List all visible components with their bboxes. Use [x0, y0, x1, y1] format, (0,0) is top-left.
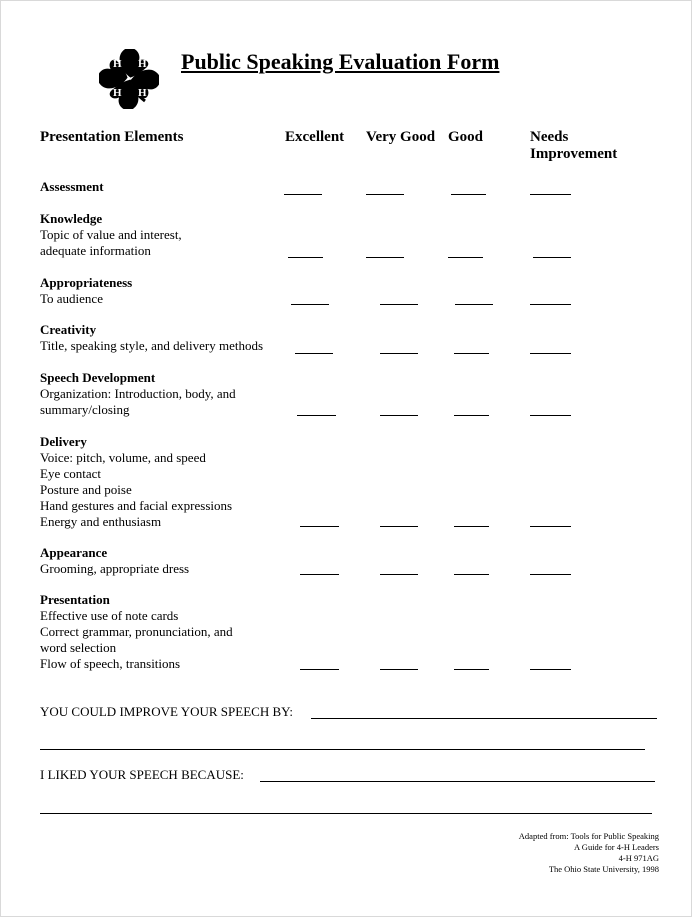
- delivery-very-good-blank[interactable]: [380, 526, 418, 527]
- liked-speech-line-2[interactable]: [40, 813, 652, 814]
- element-appropriateness: Appropriateness To audience: [40, 275, 133, 306]
- delivery-needs-improvement-blank[interactable]: [530, 526, 571, 527]
- delivery-good-blank[interactable]: [454, 526, 489, 527]
- knowledge-needs-improvement-blank[interactable]: [533, 257, 571, 258]
- knowledge-excellent-blank[interactable]: [288, 257, 323, 258]
- good-column-header: Good: [448, 129, 484, 145]
- svg-text:H: H: [113, 87, 122, 99]
- form-title: Public Speaking Evaluation Form: [181, 49, 500, 74]
- speech-development-good-blank[interactable]: [454, 415, 489, 416]
- creativity-needs-improvement-blank[interactable]: [530, 353, 571, 354]
- element-creativity: Creativity Title, speaking style, and delivery methods: [40, 322, 264, 353]
- presentation-good-blank[interactable]: [454, 669, 489, 670]
- assessment-good-blank[interactable]: [451, 194, 486, 195]
- elements-column-header: Presentation Elements: [40, 129, 184, 145]
- knowledge-good-blank[interactable]: [448, 257, 483, 258]
- svg-text:H: H: [113, 58, 122, 70]
- appearance-very-good-blank[interactable]: [380, 574, 418, 575]
- presentation-needs-improvement-blank[interactable]: [530, 669, 571, 670]
- element-appearance: Appearance Grooming, appropriate dress: [40, 545, 190, 576]
- element-delivery: Delivery Voice: pitch, volume, and speed Eye contact Posture and poise Hand gestures and facial expressions Energy and enthusiasm: [40, 434, 233, 529]
- very-good-column-header: Very Good: [366, 129, 436, 145]
- liked-speech-label: I LIKED YOUR SPEECH BECAUSE:: [40, 767, 244, 782]
- speech-development-excellent-blank[interactable]: [297, 415, 336, 416]
- improve-speech-label: YOU COULD IMPROVE YOUR SPEECH BY:: [40, 704, 293, 719]
- appropriateness-very-good-blank[interactable]: [380, 304, 418, 305]
- liked-speech-line-1[interactable]: [260, 781, 655, 782]
- presentation-very-good-blank[interactable]: [380, 669, 418, 670]
- element-assessment: Assessment: [40, 179, 104, 194]
- element-knowledge: Knowledge Topic of value and interest, adequate information: [40, 211, 182, 258]
- creativity-good-blank[interactable]: [454, 353, 489, 354]
- assessment-very-good-blank[interactable]: [366, 194, 404, 195]
- needs-improvement-column-header: Needs Improvement: [530, 129, 618, 162]
- assessment-needs-improvement-blank[interactable]: [530, 194, 571, 195]
- element-speech-development: Speech Development Organization: Introduction, body, and summary/closing: [40, 370, 236, 417]
- excellent-column-header: Excellent: [285, 129, 345, 145]
- svg-text:H: H: [138, 58, 147, 70]
- creativity-very-good-blank[interactable]: [380, 353, 418, 354]
- creativity-excellent-blank[interactable]: [295, 353, 333, 354]
- speech-development-needs-improvement-blank[interactable]: [530, 415, 571, 416]
- improve-speech-line-2[interactable]: [40, 749, 645, 750]
- svg-text:H: H: [138, 87, 147, 99]
- element-presentation: Presentation Effective use of note cards Correct grammar, pronunciation, and word selection Flow of speech, transitions: [40, 592, 233, 671]
- improve-speech-line-1[interactable]: [311, 718, 657, 719]
- appropriateness-excellent-blank[interactable]: [291, 304, 329, 305]
- assessment-excellent-blank[interactable]: [284, 194, 322, 195]
- knowledge-very-good-blank[interactable]: [366, 257, 404, 258]
- source-citation: Adapted from: Tools for Public Speaking A Guide for 4-H Leaders 4-H 971AG The Ohio State University, 1998: [518, 831, 659, 874]
- appearance-needs-improvement-blank[interactable]: [530, 574, 571, 575]
- appropriateness-good-blank[interactable]: [455, 304, 493, 305]
- appearance-good-blank[interactable]: [454, 574, 489, 575]
- appearance-excellent-blank[interactable]: [300, 574, 339, 575]
- speech-development-very-good-blank[interactable]: [380, 415, 418, 416]
- appropriateness-needs-improvement-blank[interactable]: [530, 304, 571, 305]
- presentation-excellent-blank[interactable]: [300, 669, 339, 670]
- delivery-excellent-blank[interactable]: [300, 526, 339, 527]
- four-leaf-clover-icon: [99, 49, 159, 109]
